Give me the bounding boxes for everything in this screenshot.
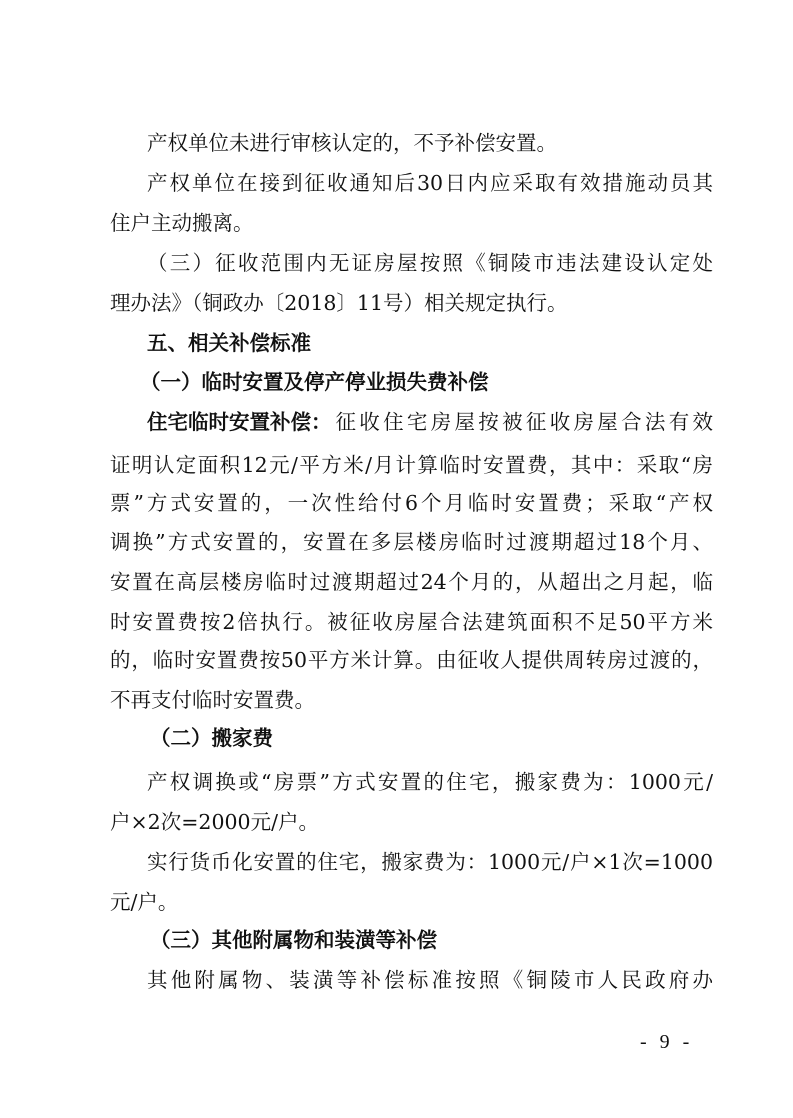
text-line: 理办法》（铜政办〔2018〕11号）相关规定执行。 [110,291,568,315]
text-line: 调换”方式安置的，安置在多层楼房临时过渡期超过18个月、 [110,530,713,554]
subsection-heading: （一）临时安置及停产停业损失费补偿 [140,370,489,394]
subsection-heading: （二）搬家费 [150,726,273,750]
text-line: （三）征收范围内无证房屋按照《铜陵市违法建设认定处 [147,251,713,275]
text-line: 安置在高层楼房临时过渡期超过24个月的，从超出之月起，临 [110,570,713,594]
text-line: 的，临时安置费按50平方米计算。由征收人提供周转房过渡的， [110,648,713,672]
text-line: 元/户。 [110,890,179,914]
subsection-heading: （三）其他附属物和装潢等补偿 [150,928,437,952]
text-line: 证明认定面积12元/平方米/月计算临时安置费，其中：采取“房 [110,453,713,477]
text-line: 其他附属物、装潢等补偿标准按照《铜陵市人民政府办 [147,968,713,992]
text-line: 产权调换或“房票”方式安置的住宅，搬家费为：1000元/ [147,770,713,794]
bold-label: 住宅临时安置补偿： [147,410,332,434]
text-line: 户×2次=2000元/户。 [110,810,319,834]
page-number: - 9 - [640,1031,694,1053]
text-line: 产权单位未进行审核认定的，不予补偿安置。 [147,131,557,155]
section-heading: 五、相关补偿标准 [147,331,311,355]
text-line: 住户主动搬离。 [110,211,254,235]
text-line: 产权单位在接到征收通知后30日内应采取有效措施动员其 [147,171,713,195]
text-line [147,408,713,436]
text-line: 实行货币化安置的住宅，搬家费为：1000元/户×1次=1000 [147,850,713,874]
text-line: 票”方式安置的，一次性给付6个月临时安置费；采取“产权 [110,491,713,515]
text-span: 征收住宅房屋按被征收房屋合法有效 [335,410,713,434]
text-line: 不再支付临时安置费。 [110,688,315,712]
text-line: 时安置费按2倍执行。被征收房屋合法建筑面积不足50平方米 [110,610,713,634]
